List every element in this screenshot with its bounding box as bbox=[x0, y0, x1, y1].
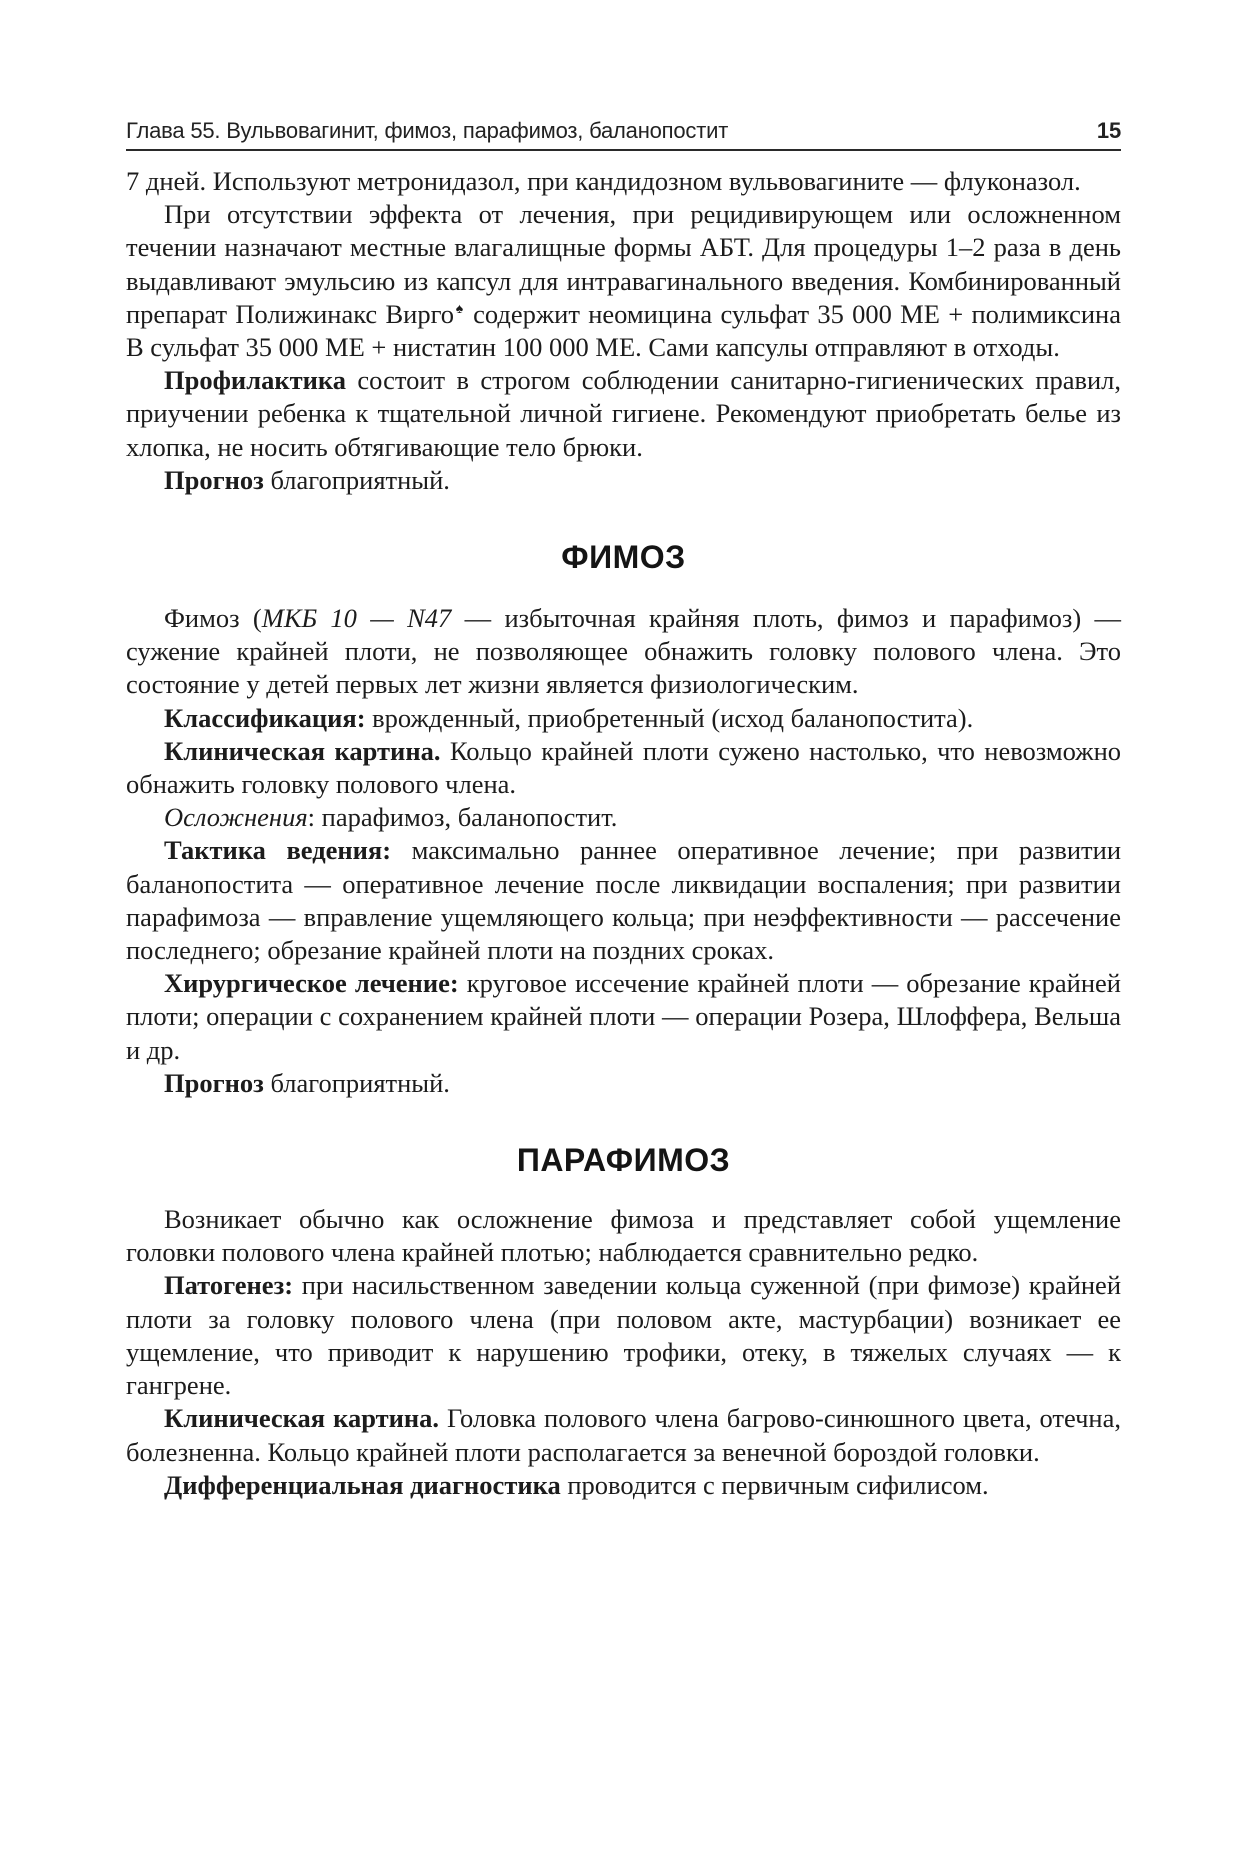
fimoz-surgery-text: круговое иссечение крайней плоти — обрезание крайней плоти; операции с сохранением крайней плоти — операции Розера, Шлоффера, Вельша и др. bbox=[126, 968, 1121, 1065]
fimoz-tactics-paragraph bbox=[126, 834, 1121, 967]
parafimoz-definition-text: Возникает обычно как осложнение фимоза и представляет собой ущемление головки полового члена крайней плотью; наблюдается сравнительно редко. bbox=[126, 1204, 1121, 1268]
parafimoz-diff-text: проводится с первичным сифилисом. bbox=[560, 1469, 989, 1500]
intro-prognosis-paragraph bbox=[126, 464, 1121, 497]
running-header bbox=[126, 118, 1121, 151]
icd-code: МКБ 10 — N47 bbox=[261, 603, 452, 634]
fimoz-definition-b: — избыточная крайняя плоть, фимоз и парафимоз) — сужение крайней плоти, не позволяющее обнажить головку полового члена. Это состояние у детей первых лет жизни является физиологическим. bbox=[126, 603, 1121, 700]
parafimoz-clinical-label: Клиническая картина. bbox=[164, 1403, 440, 1434]
fimoz-tactics-text: максимально раннее оперативное лечение; при развитии баланопостита — оперативное лечение после ликвидации воспаления; при развитии парафимоза — вправление ущемляющего кольца; при неэффективности — рассечение последнего; обрезание крайней плоти на поздних сроках. bbox=[126, 835, 1121, 966]
intro-prognosis-text: благоприятный. bbox=[263, 464, 450, 495]
fimoz-surgery-label: Хирургическое лечение: bbox=[164, 968, 459, 999]
fimoz-complications-paragraph bbox=[126, 801, 1121, 834]
drug-mark: ♠ bbox=[454, 301, 465, 317]
intro-treatment-text-a: При отсутствии эффекта от лечения, при рецидивирующем или осложненном течении назначают местные влагалищные формы АБТ. Для процедуры 1–2 раза в день выдавливают эмульсию из капсул для интравагинального введения. Комбинированный препарат Полижинакс Вирго bbox=[126, 199, 1121, 329]
parafimoz-pathogenesis-label: Патогенез: bbox=[164, 1270, 294, 1301]
book-page bbox=[126, 118, 1121, 1502]
parafimoz-clinical-text: Головка полового члена багрово-синюшного цвета, отечна, болезненна. Кольцо крайней плоти располагается за венечной бороздой головки. bbox=[126, 1403, 1122, 1467]
intro-treatment-text-b: содержит неомицина сульфат 35 000 МЕ + полимиксина В сульфат 35 000 МЕ + нистатин 100 000 МЕ. Сами капсулы отправляют в отходы. bbox=[126, 298, 1121, 363]
fimoz-clinical-label: Клиническая картина. bbox=[164, 735, 441, 766]
fimoz-classification-text: врожденный, приобретенный (исход баланопостита). bbox=[365, 702, 974, 733]
fimoz-tactics-label: Тактика ведения: bbox=[164, 835, 392, 866]
fimoz-classification-label: Классификация: bbox=[164, 702, 366, 733]
chapter-title: Глава 55. Вульвовагинит, фимоз, парафимоз, баланопостит bbox=[126, 118, 729, 143]
fimoz-heading: ФИМОЗ bbox=[561, 539, 686, 576]
fimoz-definition-a: Фимоз ( bbox=[164, 603, 262, 634]
parafimoz-definition-paragraph bbox=[126, 1203, 1121, 1269]
fimoz-clinical-text: Кольцо крайней плоти сужено настолько, что невозможно обнажить головку полового члена. bbox=[126, 735, 1121, 800]
fimoz-complications-text: : парафимоз, баланопостит. bbox=[307, 802, 618, 833]
parafimoz-pathogenesis-text: при насильственном заведении кольца суженной (при фимозе) крайней плоти за головку полового члена (при половом акте, мастурбации) возникает ее ущемление, что приводит к нарушению трофики, отеку, в тяжелых случаях — к гангрене. bbox=[126, 1270, 1121, 1401]
parafimoz-diff-paragraph bbox=[126, 1469, 1121, 1502]
fimoz-classification-paragraph bbox=[126, 702, 1121, 735]
fimoz-prognosis-paragraph bbox=[126, 1067, 1121, 1100]
page-number: 15 bbox=[1096, 118, 1121, 143]
prophylaxis-text: состоит в строгом соблюдении санитарно-гигиенических правил, приучении ребенка к тщательной личной гигиене. Рекомендуют приобретать белье из хлопка, не носить обтягивающие тело брюки. bbox=[126, 365, 1121, 462]
intro-treatment-paragraph bbox=[126, 198, 1121, 364]
intro-continuation-text: 7 дней. Используют метронидазол, при кандидозном вульвовагините — флуконазол. bbox=[126, 166, 1081, 196]
page-content bbox=[126, 165, 1121, 1502]
parafimoz-heading: ПАРАФИМОЗ bbox=[516, 1142, 731, 1179]
parafimoz-clinical-paragraph bbox=[126, 1402, 1121, 1468]
fimoz-prognosis-text: благоприятный. bbox=[263, 1067, 450, 1098]
intro-prognosis-label: Прогноз bbox=[164, 464, 264, 495]
fimoz-surgery-paragraph bbox=[126, 967, 1121, 1067]
fimoz-complications-label: Осложнения bbox=[164, 802, 308, 833]
intro-continuation-paragraph bbox=[126, 165, 1121, 198]
prophylaxis-paragraph bbox=[126, 364, 1121, 464]
fimoz-prognosis-label: Прогноз bbox=[164, 1067, 264, 1098]
parafimoz-diff-label: Дифференциальная диагностика bbox=[164, 1469, 561, 1500]
fimoz-definition-paragraph bbox=[126, 602, 1121, 702]
parafimoz-pathogenesis-paragraph bbox=[126, 1269, 1121, 1402]
prophylaxis-label: Профилактика bbox=[164, 365, 346, 396]
fimoz-clinical-paragraph bbox=[126, 735, 1121, 801]
